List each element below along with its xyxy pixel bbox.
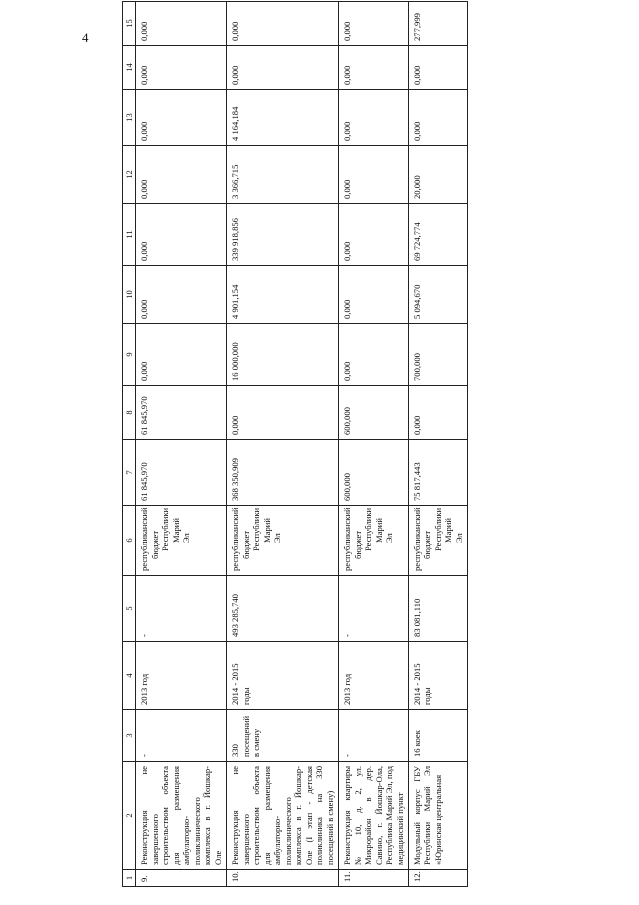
column-header-3: 3: [123, 710, 136, 762]
table-row: [227, 2, 339, 887]
column-header-7: 7: [123, 440, 136, 506]
value-c8: 61 845,970: [136, 386, 227, 440]
funding-source-line: Республики: [160, 507, 171, 551]
value-c7: 368 350,909: [227, 440, 339, 506]
capacity: -: [136, 710, 227, 762]
column-header-6: 6: [123, 506, 136, 576]
column-header-8: 8: [123, 386, 136, 440]
period: 2014 - 2015 годы: [408, 642, 467, 710]
value-c11: 0,000: [136, 204, 227, 266]
object-name: Реконструкция не завершенного строительством объекта для размещения амбулаторно-поликлинического комплекса в г. Йошкар-Оле (I этап - детская поликлиника на 330 посещений в смену): [227, 762, 339, 870]
value-c12: 0,000: [339, 146, 409, 204]
estimated-cost: 83 081,110: [408, 576, 467, 642]
funding-source-line: республиканский: [139, 507, 150, 571]
value-c15: 277,999: [408, 2, 467, 46]
value-c14: 0,000: [408, 46, 467, 90]
funding-source-line: бюджет: [240, 530, 251, 559]
value-c14: 0,000: [339, 46, 409, 90]
funding-source-line: Марий Эл: [261, 518, 283, 543]
value-c12: 3 366,715: [227, 146, 339, 204]
period: 2013 год: [339, 642, 409, 710]
object-name: Модульный корпус ГБУ Республики Марий Эл «Юринская центральная: [408, 762, 467, 870]
funding-source: [227, 506, 339, 576]
period: 2013 год: [136, 642, 227, 710]
column-header-15: 15: [123, 2, 136, 46]
value-c11: 339 918,856: [227, 204, 339, 266]
funding-source: [339, 506, 409, 576]
value-c13: 0,000: [339, 90, 409, 146]
column-header-4: 4: [123, 642, 136, 710]
value-c8: 600,000: [339, 386, 409, 440]
budget-table: [122, 1, 468, 887]
row-number: 11.: [339, 870, 409, 887]
funding-source: [408, 506, 467, 576]
value-c9: 0,000: [136, 324, 227, 386]
row-number: 12.: [408, 870, 467, 887]
value-c15: 0,000: [339, 2, 409, 46]
object-name: Реконструкция квартиры № 10, д. 2, ул. Микрорайон в дер. Савино, г. Йошкар-Ола, Республика Марий Эл, под медицинский пункт: [339, 762, 409, 870]
value-c11: 0,000: [339, 204, 409, 266]
value-c12: 0,000: [136, 146, 227, 204]
value-c8: 0,000: [408, 386, 467, 440]
funding-source-line: Республики: [251, 507, 262, 551]
value-c15: 0,000: [136, 2, 227, 46]
estimated-cost: 493 285,740: [227, 576, 339, 642]
table-row: [136, 2, 227, 887]
funding-source-line: Марий Эл: [443, 518, 464, 543]
value-c10: 5 094,670: [408, 266, 467, 324]
funding-source-line: Марий Эл: [170, 518, 192, 543]
row-number: 9.: [136, 870, 227, 887]
column-header-10: 10: [123, 266, 136, 324]
funding-source-line: республиканский: [230, 507, 241, 571]
capacity: 330 посещений в смену: [227, 710, 339, 762]
value-c9: 16 000,000: [227, 324, 339, 386]
funding-source-line: Республики: [363, 507, 374, 551]
funding-source: [136, 506, 227, 576]
page-number: 4: [82, 30, 89, 45]
funding-source-line: республиканский: [411, 507, 422, 571]
rotated-table-container: [122, 13, 632, 887]
funding-source-line: бюджет: [149, 530, 160, 559]
funding-source-line: Республики: [432, 507, 443, 551]
table-row: [339, 2, 409, 887]
value-c12: 20,000: [408, 146, 467, 204]
value-c7: 61 845,970: [136, 440, 227, 506]
value-c10: 4 901,154: [227, 266, 339, 324]
object-name: Реконструкция не завершенного строительством объекта для размещения амбулаторно-поликлинического комплекса в г. Йошкар-Оле: [136, 762, 227, 870]
header-row: [123, 2, 136, 887]
table-row: [408, 2, 467, 887]
period: 2014 - 2015 годы: [227, 642, 339, 710]
column-header-5: 5: [123, 576, 136, 642]
value-c13: 0,000: [408, 90, 467, 146]
capacity: 16 коек: [408, 710, 467, 762]
estimated-cost: -: [339, 576, 409, 642]
value-c9: 700,000: [408, 324, 467, 386]
value-c7: 75 817,443: [408, 440, 467, 506]
value-c14: 0,000: [136, 46, 227, 90]
value-c10: 0,000: [339, 266, 409, 324]
value-c14: 0,000: [227, 46, 339, 90]
value-c15: 0,000: [227, 2, 339, 46]
column-header-2: 2: [123, 762, 136, 870]
funding-source-line: бюджет: [422, 530, 433, 559]
column-header-9: 9: [123, 324, 136, 386]
value-c11: 69 724,774: [408, 204, 467, 266]
estimated-cost: -: [136, 576, 227, 642]
column-header-13: 13: [123, 90, 136, 146]
column-header-12: 12: [123, 146, 136, 204]
value-c9: 0,000: [339, 324, 409, 386]
capacity: -: [339, 710, 409, 762]
funding-source-line: Марий Эл: [373, 518, 395, 543]
rotated-table: [122, 13, 632, 887]
value-c13: 4 164,184: [227, 90, 339, 146]
value-c8: 0,000: [227, 386, 339, 440]
value-c7: 600,000: [339, 440, 409, 506]
row-number: 10.: [227, 870, 339, 887]
value-c13: 0,000: [136, 90, 227, 146]
funding-source-line: республиканский: [342, 507, 353, 571]
funding-source-line: бюджет: [352, 530, 363, 559]
value-c10: 0,000: [136, 266, 227, 324]
column-header-1: 1: [123, 870, 136, 887]
column-header-14: 14: [123, 46, 136, 90]
column-header-11: 11: [123, 204, 136, 266]
